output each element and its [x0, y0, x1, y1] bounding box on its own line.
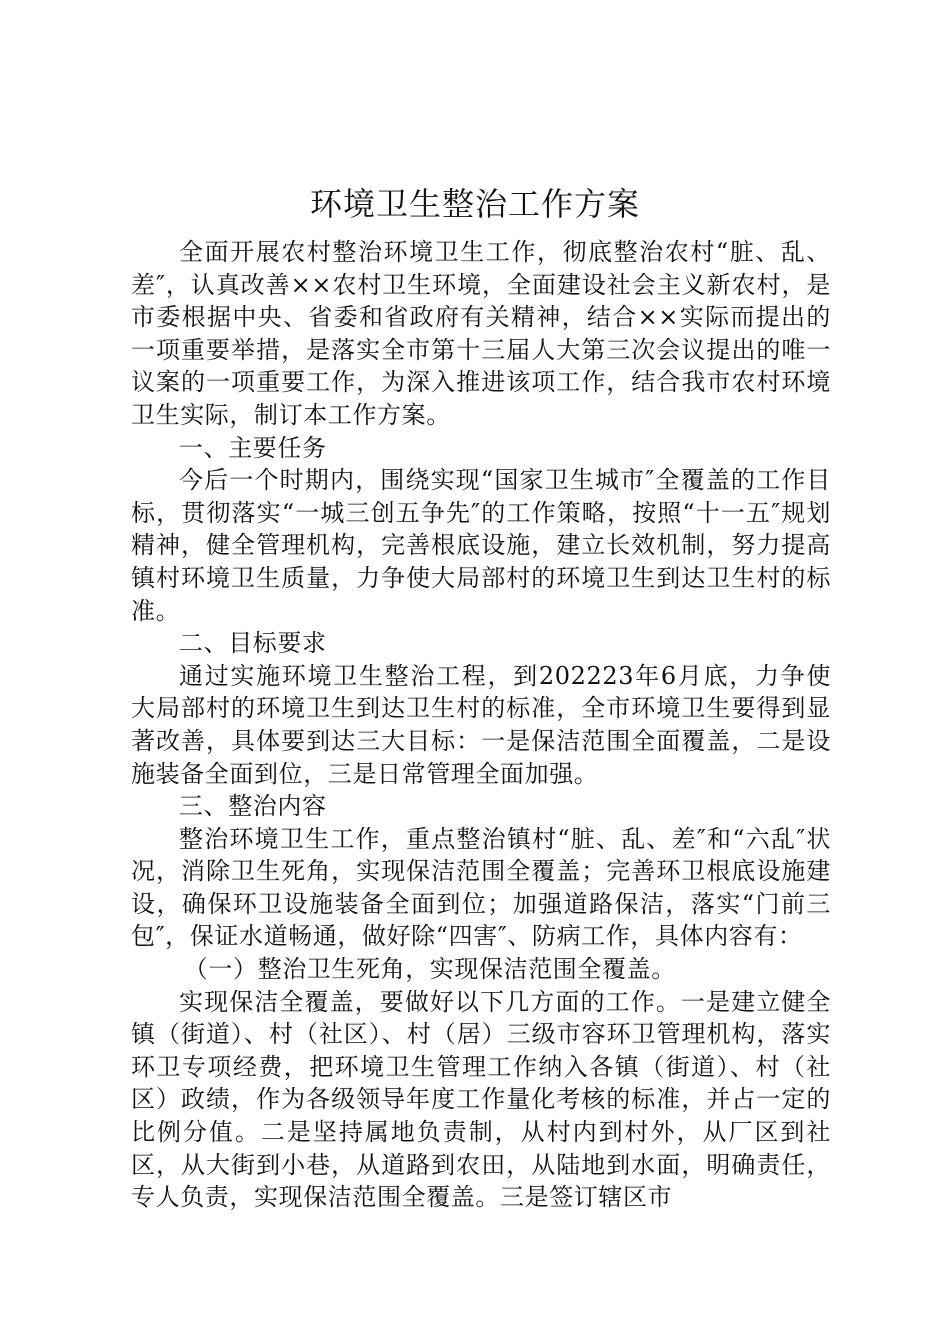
section-heading-content: 三、整治内容	[179, 792, 327, 821]
intro-paragraph: 全面开展农村整治环境卫生工作，彻底整治农村“脏、乱、差″，认真改善××农村卫生环境，全面建设社会主义新农村，是市委根据中央、省委和省政府有关精神，结合××实际而提出的一项重要举措，是落实全市第十三届人大第三次会议提出的唯一议案的一项重要工作，为深入推进该项工作，结合我市农村环境卫生实际，制订本工作方案。	[131, 238, 831, 429]
document-title: 环境卫生整治工作方案	[309, 185, 640, 223]
goals-paragraph: 通过实施环境卫生整治工程，到202223年6月底，力争使大局部村的环境卫生到达卫生村的标准，全市环境卫生要得到显著改善，具体要到达三大目标：一是保洁范围全面覆盖，二是设施装备全面到位，三是日常管理全面加强。	[131, 661, 831, 788]
section-heading-main-tasks: 一、主要任务	[179, 433, 327, 462]
main-tasks-paragraph: 今后一个时期内，围绕实现“国家卫生城市″全覆盖的工作目标，贯彻落实“一城三创五争先″的工作策略，按照“十一五″规划精神，健全管理机构，完善根底设施，建立长效机制，努力提高镇村环境卫生质量，力争使大局部村的环境卫生到达卫生村的标准。	[131, 466, 831, 625]
subsection-1-paragraph: 实现保洁全覆盖，要做好以下几方面的工作。一是建立健全镇（街道）、村（社区）、村（居）三级市容环卫管理机构，落实环卫专项经费，把环境卫生管理工作纳入各镇（街道）、村（社区）政绩，作为各级领导年度工作量化考核的标准，并占一定的比例分值。二是坚持属地负责制，从村内到村外，从厂区到社区，从大街到小巷，从道路到农田，从陆地到水面，明确责任，专人负责，实现保洁范围全覆盖。三是签订辖区市	[131, 987, 831, 1212]
content-paragraph: 整治环境卫生工作，重点整治镇村“脏、乱、差″和“六乱″状况，消除卫生死角，实现保洁范围全覆盖；完善环卫根底设施建设，确保环卫设施装备全面到位；加强道路保洁，落实“门前三包″，保证水道畅通，做好除“四害″、防病工作，具体内容有：	[131, 824, 831, 951]
document-body	[131, 236, 831, 1214]
subsection-heading-1: （一）整治卫生死角，实现保洁范围全覆盖。	[183, 955, 676, 984]
section-heading-goals: 二、目标要求	[179, 629, 327, 658]
